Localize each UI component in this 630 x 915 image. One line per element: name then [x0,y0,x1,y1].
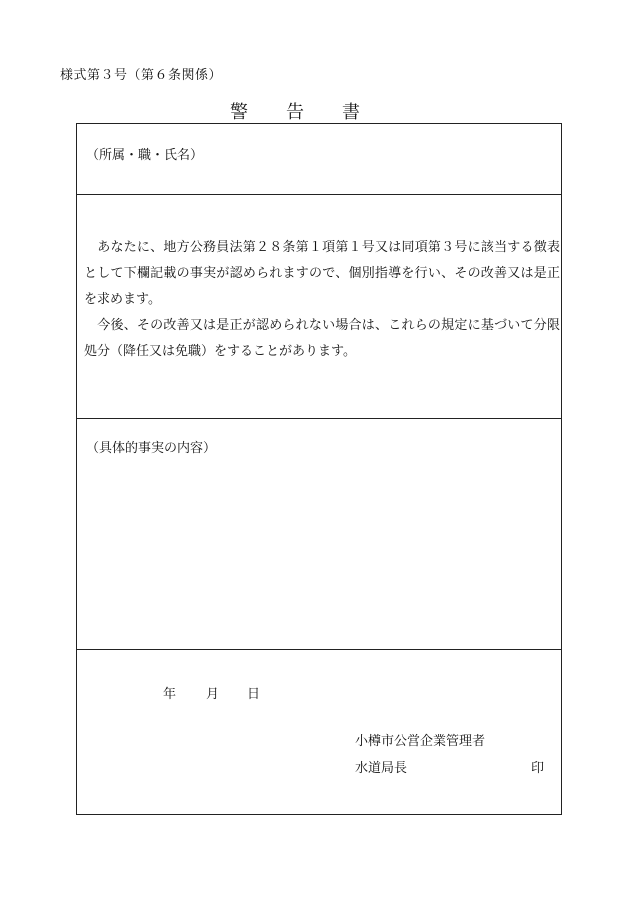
document-title: 警告書 [230,102,398,123]
facts-section [77,419,561,650]
year-label: 年 [163,687,177,702]
affiliation-label: （所属・職・氏名） [86,148,204,163]
form-number: 様式第３号（第６条関係） [60,68,223,83]
signature-section [77,650,561,814]
warning-paragraph-2 [84,313,560,365]
day-label: 日 [247,687,261,702]
signer-organization: 小樽市公営企業管理者 [355,734,486,749]
warning-paragraph-1-text: あなたに、地方公務員法第２８条第１項第１号又は同項第３号に該当する徴表として下欄記載の事実が認められますので、個別指導を行い、その改善又は是正を求めます。 [84,240,560,307]
warning-paragraph-1 [84,235,560,313]
warning-body-section [77,195,561,419]
month-label: 月 [206,687,220,702]
seal-mark: 印 [531,761,545,776]
facts-label: （具体的事実の内容） [86,441,217,456]
signer-title: 水道局長 [355,761,408,776]
warning-paragraph-2-text: 今後、その改善又は是正が認められない場合は、これらの規定に基づいて分限処分（降任又は免職）をすることがあります。 [84,318,560,359]
form-frame [76,123,562,815]
affiliation-section [77,124,561,195]
date-line [163,683,260,702]
